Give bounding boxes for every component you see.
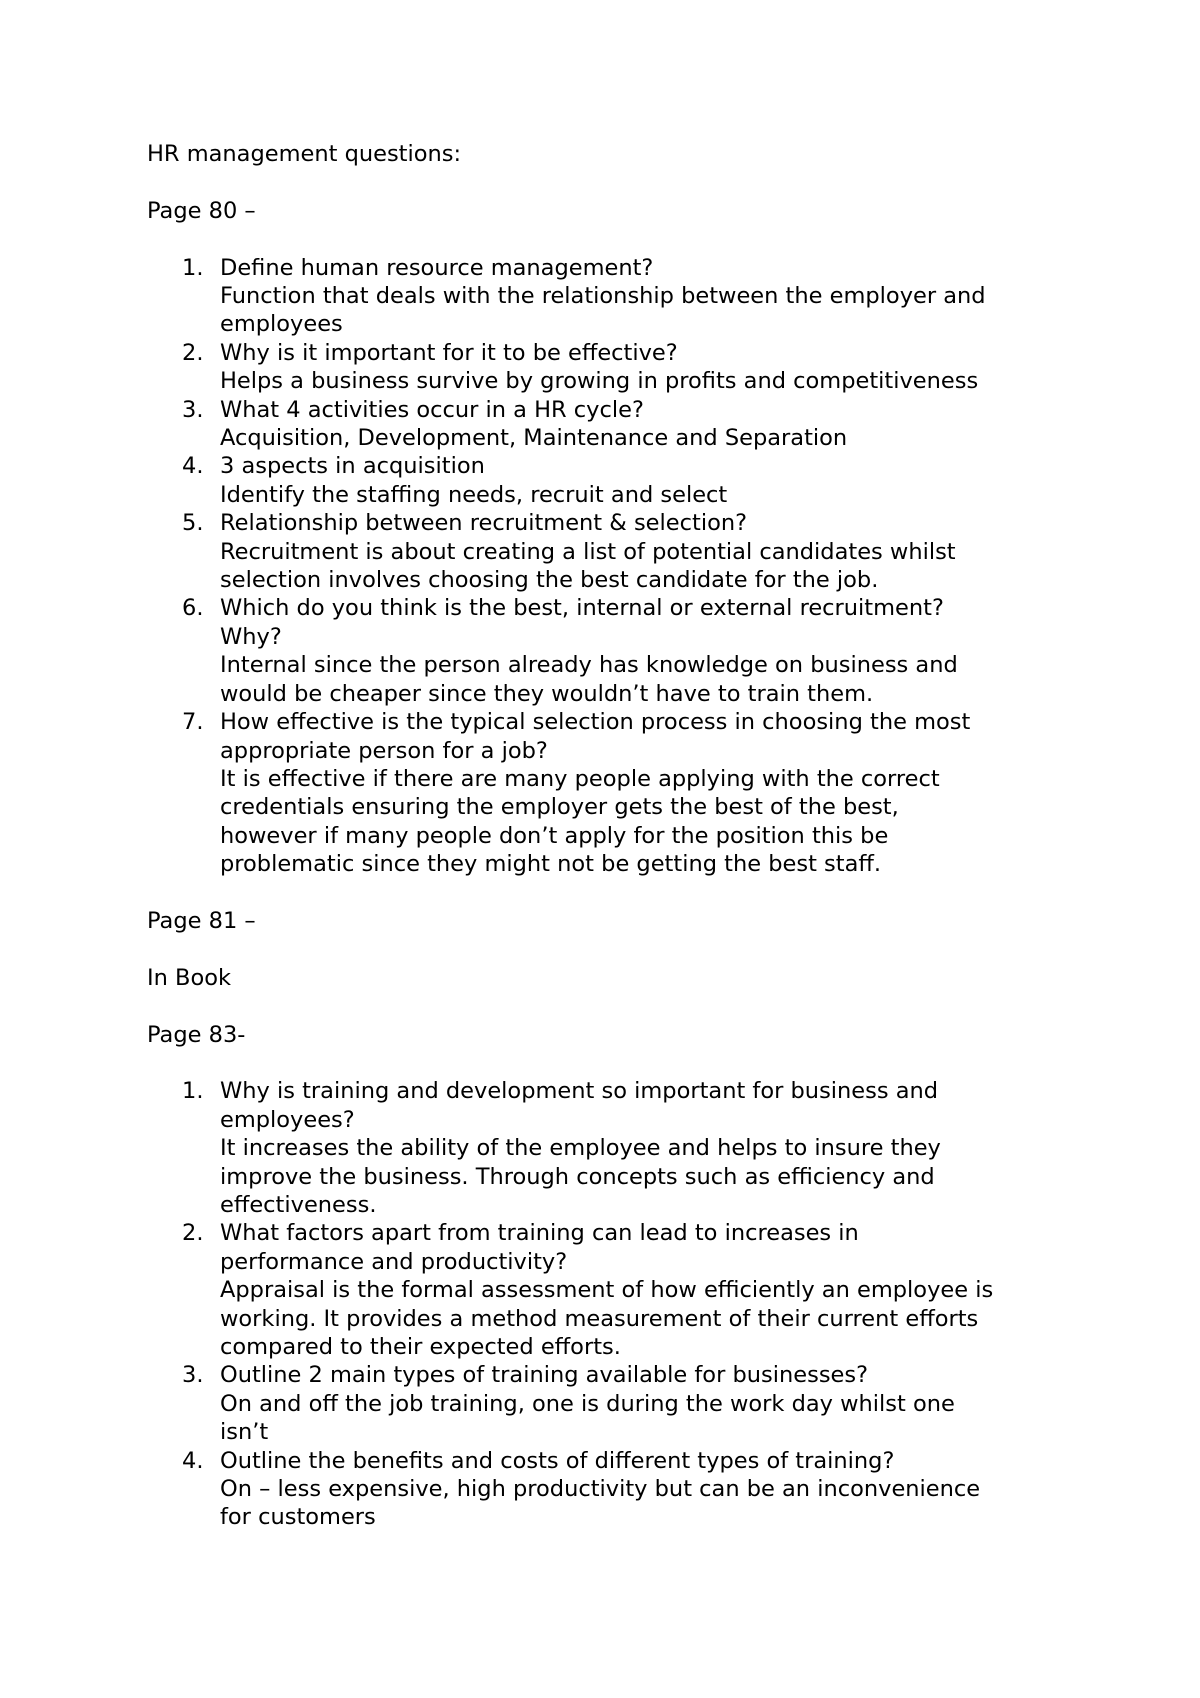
question-text: Define human resource management? [220,254,654,281]
list-item [147,452,1067,509]
answer-text: Internal since the person already has knowledge on business and would be cheaper since they wouldn’t have to train them. [220,652,958,707]
answer-text: Appraisal is the formal assessment of how efficiently an employee is working. It provides a method measurement of their current efforts compared to their expected efforts. [220,1277,994,1360]
section-heading-page-83: Page 83- [147,1021,246,1048]
list-item [147,509,1067,594]
question-text: 3 aspects in acquisition [220,453,485,480]
answer-text: On and off the job training, one is during the work day whilst one isn’t [220,1390,955,1446]
answer-text: Function that deals with the relationship between the employer and employees [220,283,986,338]
answer-text: It increases the ability of the employee and helps to insure they improve the business. Through concepts such as efficiency and effectiveness. [220,1135,941,1218]
item-number: 5. [182,510,204,537]
question-text: How effective is the typical selection process in choosing the most appropriate person for a job? [220,709,971,764]
question-text: Which do you think is the best, internal or external recruitment? Why? [220,595,944,650]
item-number: 6. [182,595,204,622]
item-number: 2. [182,339,204,366]
question-text: Outline 2 main types of training available for businesses? [220,1362,869,1389]
item-number: 1. [182,254,204,281]
list-item [147,1219,1067,1361]
list-item [147,594,1067,708]
question-text: What factors apart from training can lead to increases in performance and productivity? [220,1220,859,1275]
list-item [147,396,1067,453]
answer-text: Helps a business survive by growing in profits and competitiveness [220,368,979,395]
list-item [147,254,1067,339]
document-page [147,140,1067,1560]
answer-text: On – less expensive, high productivity but can be an inconvenience for customers [220,1476,981,1531]
question-text: Why is it important for it to be effective? [220,339,678,366]
section-note: In Book [147,964,232,991]
list-item [147,1361,1067,1446]
question-text: Why is training and development so important for business and employees? [220,1078,939,1133]
list-item [147,708,1067,878]
question-text: What 4 activities occur in a HR cycle? [220,396,644,423]
answer-text: Recruitment is about creating a list of potential candidates whilst selection involves choosing the best candidate for the job. [220,538,956,594]
list-item [147,1447,1067,1532]
answer-text: Acquisition, Development, Maintenance and Separation [220,425,848,452]
answer-text: It is effective if there are many people applying with the correct credentials ensuring the employer gets the best of the best, however if many people don’t apply for the position this be problematic since they might not be getting the best staff. [220,765,940,878]
item-number: 4. [182,453,204,480]
item-number: 7. [182,709,204,736]
question-text: Outline the benefits and costs of different types of training? [220,1447,895,1474]
section-heading-page-80: Page 80 – [147,197,256,224]
answer-text: Identify the staffing needs, recruit and select [220,481,728,508]
item-number: 1. [182,1078,204,1105]
item-number: 3. [182,1362,204,1389]
list-item [147,1077,1067,1219]
item-number: 3. [182,396,204,423]
item-number: 4. [182,1447,204,1474]
question-list-page-83 [147,1077,1067,1532]
question-list-page-80 [147,254,1067,879]
list-item [147,339,1067,396]
document-title: HR management questions: [147,141,462,167]
section-heading-page-81: Page 81 – [147,907,256,934]
item-number: 2. [182,1220,204,1247]
question-text: Relationship between recruitment & selection? [220,510,748,537]
